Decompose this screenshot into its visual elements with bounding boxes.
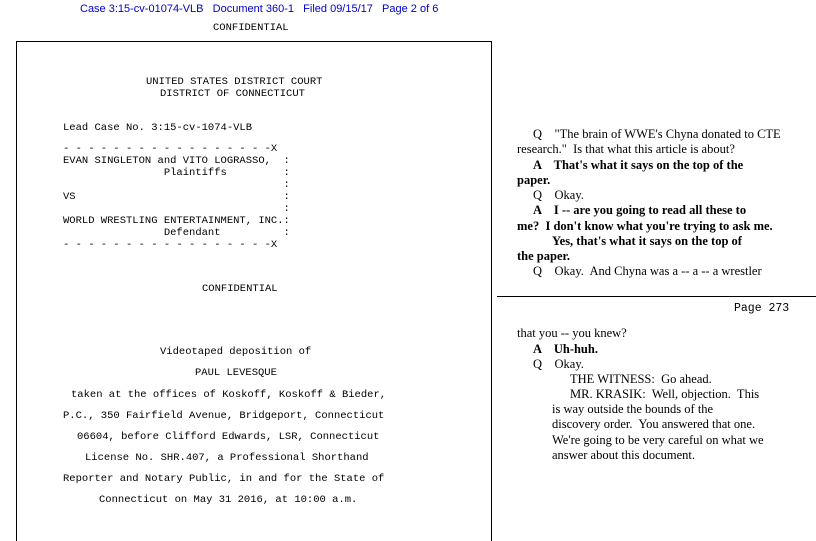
- transcript-line: MR. KRASIK: Well, objection. This: [570, 387, 760, 401]
- transcript-line: is way outside the bounds of the: [552, 402, 714, 416]
- court-district: DISTRICT OF CONNECTICUT: [160, 88, 305, 100]
- deposition-title: Videotaped deposition of: [160, 346, 312, 358]
- deposition-text-line: Connecticut on May 31 2016, at 10:00 a.m.: [99, 494, 358, 506]
- transcript-line: Q Okay. And Chyna was a -- a -- a wrestler: [533, 264, 762, 278]
- plaintiffs-names: EVAN SINGLETON and VITO LOGRASSO, :: [63, 155, 290, 167]
- transcript-line: Q Okay.: [533, 357, 584, 371]
- deposition-text-line: taken at the offices of Koskoff, Koskoff & Bieder,: [71, 389, 387, 401]
- court-name: UNITED STATES DISTRICT COURT: [146, 76, 323, 88]
- page-divider: [497, 296, 816, 297]
- caption-dash-line: - - - - - - - - - - - - - - - - -X: [63, 239, 278, 251]
- transcript-answer: the paper.: [517, 249, 571, 263]
- transcript-line: research." Is that what this article is about?: [517, 142, 735, 156]
- deposition-text-line: P.C., 350 Fairfield Avenue, Bridgeport, Connecticut: [63, 410, 385, 422]
- transcript-line: answer about this document.: [552, 448, 696, 462]
- transcript-answer: me? I don't know what you're trying to ask me.: [517, 219, 773, 233]
- transcript-line: THE WITNESS: Go ahead.: [570, 372, 712, 386]
- caption-dash-line: - - - - - - - - - - - - - - - - -X: [63, 143, 278, 155]
- deponent-name: PAUL LEVESQUE: [195, 367, 277, 379]
- transcript-answer: A Uh-huh.: [533, 342, 598, 356]
- transcript-answer: paper.: [517, 173, 551, 187]
- confidential-label: CONFIDENTIAL: [202, 283, 278, 295]
- transcript-line: Q Okay.: [533, 188, 584, 202]
- caption-colon: :: [63, 203, 290, 215]
- deposition-text-line: Reporter and Notary Public, in and for the State of: [63, 473, 385, 485]
- caption-colon: :: [63, 179, 290, 191]
- case-stamp: Case 3:15-cv-01074-VLB Document 360-1 Filed 09/15/17 Page 2 of 6: [80, 3, 439, 15]
- transcript-line: discovery order. You answered that one.: [552, 417, 756, 431]
- transcript-answer: A That's what it says on the top of the: [533, 158, 744, 172]
- confidential-header: CONFIDENTIAL: [213, 22, 289, 34]
- transcript-line: We're going to be very careful on what we: [552, 433, 764, 447]
- defendant-label: Defendant :: [63, 227, 290, 239]
- defendant-name: WORLD WRESTLING ENTERTAINMENT, INC.:: [63, 215, 290, 227]
- transcript-answer: Yes, that's what it says on the top of: [552, 234, 742, 248]
- lead-case-number: Lead Case No. 3:15-cv-1074-VLB: [63, 122, 253, 134]
- versus-line: VS :: [63, 191, 290, 203]
- plaintiffs-label: Plaintiffs :: [63, 167, 290, 179]
- deposition-text-line: License No. SHR.407, a Professional Shorthand: [85, 452, 369, 464]
- deposition-text-line: 06604, before Clifford Edwards, LSR, Connecticut: [77, 431, 380, 443]
- transcript-answer: A I -- are you going to read all these to: [533, 203, 747, 217]
- transcript-line: Q "The brain of WWE's Chyna donated to CTE: [533, 127, 781, 141]
- page-number: Page 273: [734, 302, 790, 315]
- transcript-line: that you -- you knew?: [517, 326, 627, 340]
